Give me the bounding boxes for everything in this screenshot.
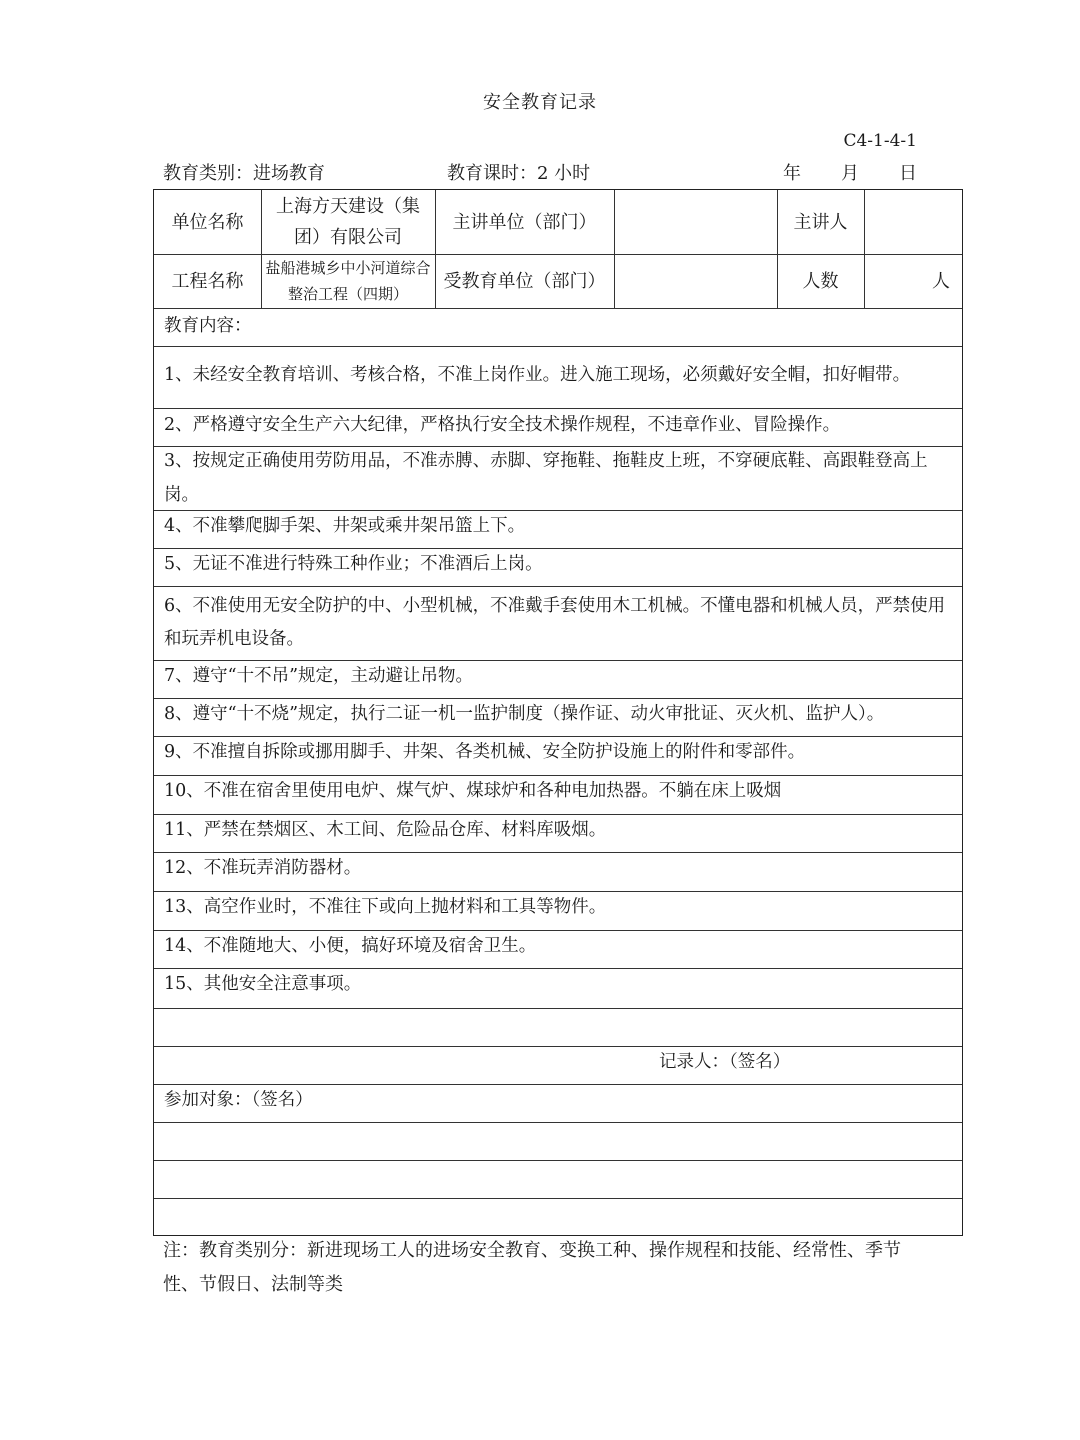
- date-day-label: 日: [899, 163, 917, 184]
- rule-item-14: 14、不准随地大、小便，搞好环境及宿舍卫生。: [164, 936, 537, 956]
- rule-item-9: 9、不准擅自拆除或挪用脚手、井架、各类机械、安全防护设施上的附件和零部件。: [164, 742, 806, 762]
- education-category: 教育类别：进场教育: [163, 163, 325, 184]
- row-divider: [154, 308, 962, 309]
- education-record-table: [153, 189, 963, 1236]
- education-hours: 教育课时：2 小时: [447, 163, 591, 184]
- rule-item-2: 2、严格遵守安全生产六大纪律，严格执行安全技术操作规程，不违章作业、冒险操作。: [164, 415, 841, 435]
- lecture-unit-label: 主讲单位（部门）: [452, 211, 597, 233]
- trainee-unit-label: 受教育单位（部门）: [443, 270, 606, 292]
- lecturer-field[interactable]: [864, 190, 962, 254]
- row-divider: [154, 1160, 962, 1161]
- rule-item-15: 15、其他安全注意事项。: [164, 974, 362, 994]
- unit-name-label: 单位名称: [171, 211, 244, 233]
- rule-item-7: 7、遵守“十不吊”规定，主动避让吊物。: [164, 666, 474, 686]
- content-label: 教育内容：: [164, 316, 252, 336]
- headcount-label: 人数: [802, 270, 839, 292]
- col-divider: [261, 190, 262, 308]
- row-divider: [154, 1008, 962, 1009]
- rule-item-12: 12、不准玩弄消防器材。: [164, 858, 362, 878]
- rule-item-4: 4、不准攀爬脚手架、井架或乘井架吊篮上下。: [164, 516, 526, 536]
- form-code: C4-1-4-1: [843, 131, 917, 151]
- rule-item-3: 3、按规定正确使用劳防用品，不准赤膊、赤脚、穿拖鞋、拖鞋皮上班，不穿硬底鞋、高跟鞋登高上岗。: [164, 451, 928, 505]
- rule-item-1: 1、未经安全教育培训、考核合格，不准上岗作业。进入施工现场，必须戴好安全帽，扣好帽带。: [164, 365, 911, 385]
- footnote: 注：教育类别分：新进现场工人的进场安全教育、变换工种、操作规程和技能、经常性、季节性、节假日、法制等类: [163, 1240, 901, 1295]
- rule-item-8: 8、遵守“十不烧”规定，执行二证一机一监护制度（操作证、动火审批证、灭火机、监护人）。: [164, 704, 885, 724]
- date-year-label: 年: [783, 163, 801, 184]
- row-divider: [154, 1198, 962, 1199]
- lecture-unit-field[interactable]: [614, 190, 777, 254]
- rule-item-13: 13、高空作业时，不准往下或向上抛材料和工具等物件。: [164, 897, 607, 917]
- rule-item-5: 5、无证不准进行特殊工种作业；不准酒后上岗。: [164, 554, 543, 574]
- row-divider: [154, 1122, 962, 1123]
- rule-item-6: 6、不准使用无安全防护的中、小型机械，不准戴手套使用木工机械。不懂电器和机械人员，严禁使用和玩弄机电设备。: [164, 596, 946, 649]
- participants-signature[interactable]: 参加对象：（签名）: [164, 1090, 313, 1110]
- recorder-signature[interactable]: 记录人：（签名）: [659, 1052, 791, 1072]
- row-divider: [154, 346, 962, 347]
- page-title: 安全教育记录: [483, 92, 597, 113]
- project-name-value: 盐船港城乡中小河道综合整治工程（四期）: [265, 259, 431, 303]
- lecturer-label: 主讲人: [793, 211, 848, 233]
- rule-item-11: 11、严禁在禁烟区、木工间、危险品仓库、材料库吸烟。: [164, 820, 607, 840]
- date-month-label: 月: [841, 163, 859, 184]
- project-name-label: 工程名称: [171, 270, 244, 292]
- rule-item-10: 10、不准在宿舍里使用电炉、煤气炉、煤球炉和各种电加热器。不躺在床上吸烟: [164, 781, 782, 801]
- row-divider: [154, 586, 962, 587]
- headcount-field[interactable]: 人: [932, 270, 950, 292]
- unit-name-value: 上海方天建设（集团）有限公司: [276, 196, 420, 248]
- trainee-unit-field[interactable]: [614, 254, 777, 308]
